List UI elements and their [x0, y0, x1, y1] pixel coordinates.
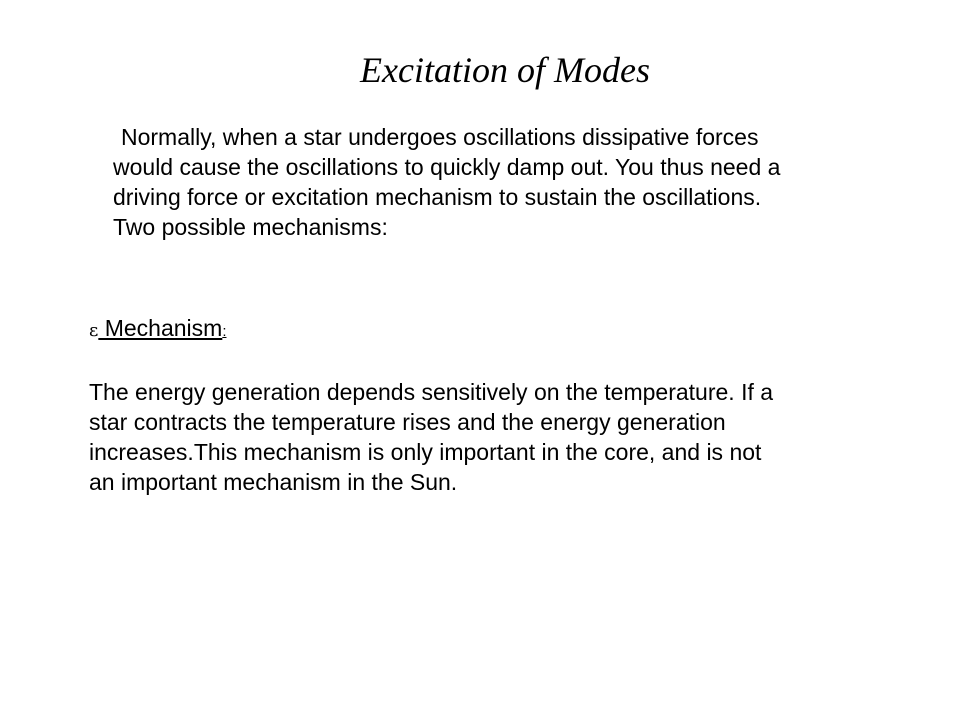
epsilon-symbol: ε	[89, 320, 99, 341]
body-line: an important mechanism in the Sun.	[89, 469, 458, 495]
intro-line: would cause the oscillations to quickly damp out. You thus need a	[113, 154, 781, 180]
section-heading-colon: :	[222, 323, 227, 340]
intro-line: Two possible mechanisms:	[113, 214, 388, 240]
body-line: increases.This mechanism is only important in the core, and is not	[89, 439, 762, 465]
section-body	[89, 377, 919, 497]
epsilon-mechanism-section	[89, 313, 919, 497]
intro-line: Normally, when a star undergoes oscillations dissipative forces	[121, 124, 759, 150]
slide-title: Excitation of Modes	[360, 50, 650, 90]
intro-paragraph	[113, 122, 903, 242]
body-line: The energy generation depends sensitively on the temperature. If a	[89, 379, 774, 405]
section-heading-text: Mechanism	[98, 315, 223, 341]
section-heading	[89, 313, 919, 347]
intro-line: driving force or excitation mechanism to sustain the oscillations.	[113, 184, 762, 210]
body-line: star contracts the temperature rises and the energy generation	[89, 409, 726, 435]
